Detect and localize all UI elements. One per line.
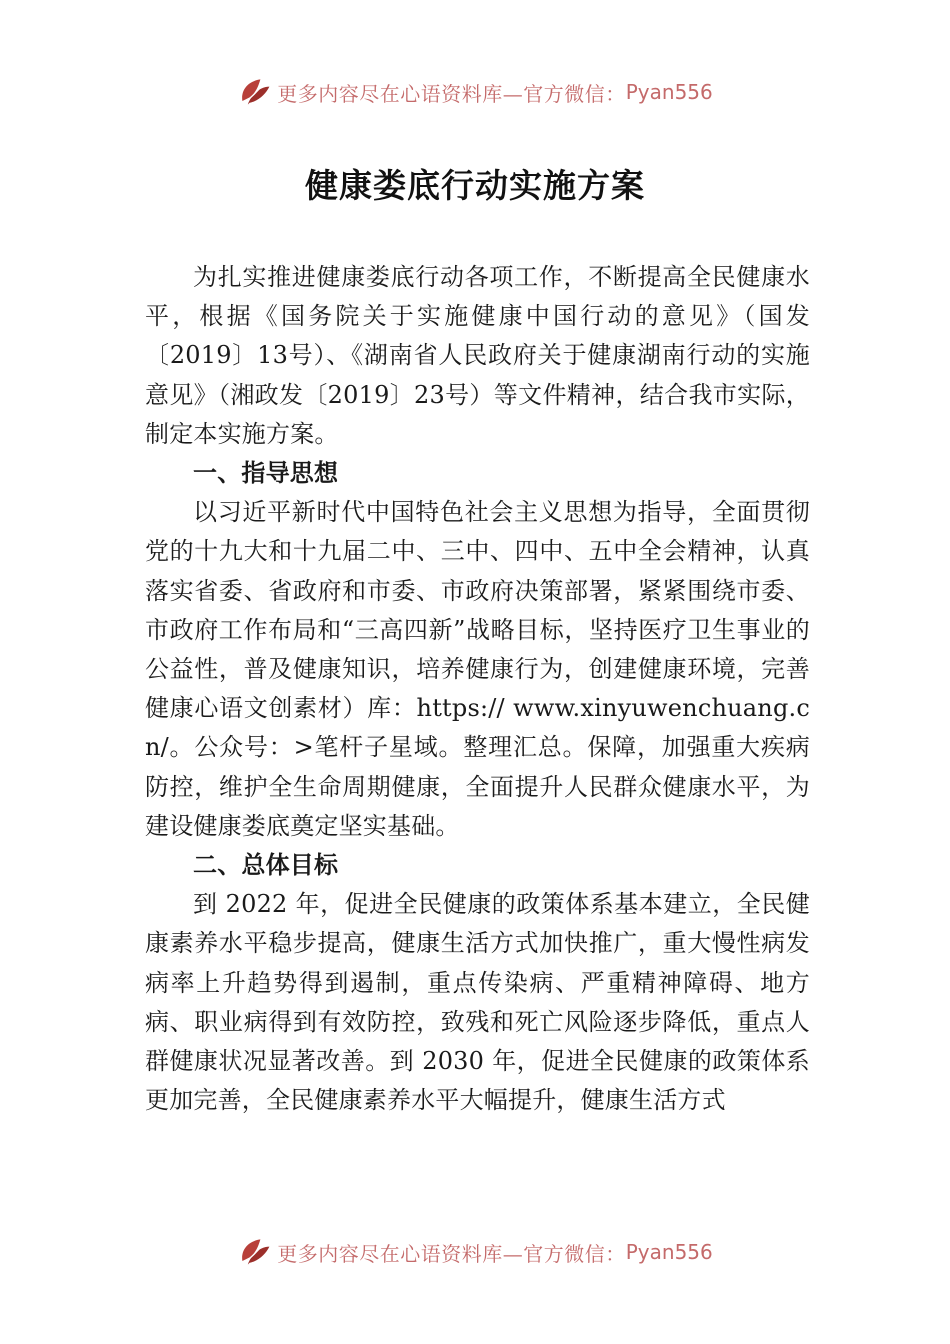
- banner-text: 更多内容尽在心语资料库—官方微信：: [277, 1241, 626, 1266]
- wechat-id: Pyan556: [625, 80, 713, 104]
- section2-heading: 二、总体目标: [193, 851, 339, 880]
- section1-heading: 一、指导思想: [193, 459, 339, 488]
- footer-banner: [0, 1232, 950, 1272]
- document-body: [145, 258, 810, 1120]
- section1-paragraph: [145, 493, 810, 846]
- document-title: 健康娄底行动实施方案: [305, 166, 645, 205]
- section1-text-before-url: 以习近平新时代中国特色社会主义思想为指导，全面贯彻党的十九大和十九届二中、三中、四中、五中全会精神，认真落实省委、省政府和市委、市政府决策部署，紧紧围绕市委、市政府工作布局和“三高四新”战略目标，坚持医疗卫生事业的公益性，普及健康知识，培养健康行为，创建健康环境，完善健康心语文创素材）库：: [145, 498, 810, 723]
- wechat-id: Pyan556: [625, 1240, 713, 1264]
- intro-paragraph: 为扎实推进健康娄底行动各项工作，不断提高全民健康水平，根据《国务院关于实施健康中国行动的意见》（国发〔2019〕13号）、《湖南省人民政府关于健康湖南行动的实施意见》（湘政发〔2019〕23号）等文件精神，结合我市实际， 制定本实施方案。: [145, 263, 810, 448]
- section1-text-after-url: 。公众号：>笔杆子星域。整理汇总。保障，加强重大疾病防控，维护全生命周期健康，全面提升人民群众健康水平，为建设健康娄底奠定坚实基础。: [145, 733, 810, 840]
- banner-text: 更多内容尽在心语资料库—官方微信：: [277, 81, 626, 106]
- leaf-logo-icon: [237, 1234, 273, 1270]
- section2-paragraph: 到 2022 年，促进全民健康的政策体系基本建立，全民健康素养水平稳步提高，健康生活方式加快推广，重大慢性病发病率上升趋势得到遏制，重点传染病、严重精神障碍、地方病、职业病得到有效防控，致残和死亡风险逐步降低，重点人群健康状况显著改善。到 2030 年，促进全民健康的政策体系更加完善，全民健康素养水平大幅提升，健康生活方式: [145, 890, 810, 1115]
- header-banner: [0, 72, 950, 112]
- website-link[interactable]: https:// www.xinyuwenchuang.cn/: [145, 694, 810, 762]
- leaf-logo-icon: [237, 74, 273, 110]
